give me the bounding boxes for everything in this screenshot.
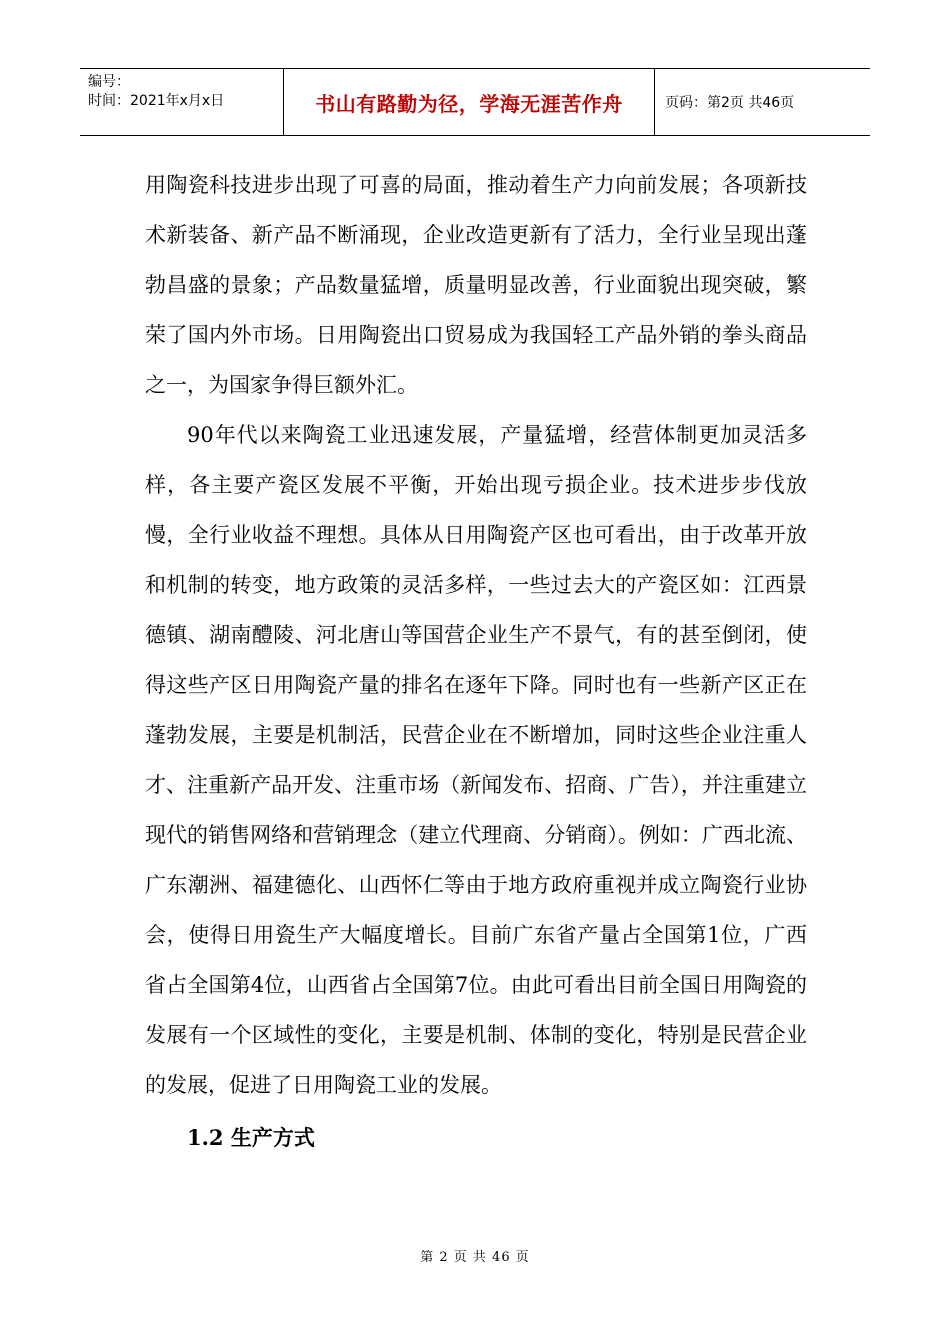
footer-page-number: 第 2 页 共 46 页 xyxy=(420,1250,530,1265)
document-date-label: 时间：2021年x月x日 xyxy=(88,93,225,109)
document-number-label: 编号： xyxy=(88,74,130,90)
document-body xyxy=(145,160,807,1163)
section-heading: 1.2 生产方式 xyxy=(187,1125,315,1150)
header-meta-cell xyxy=(80,69,283,135)
header-page-info: 页码：第2页 共46页 xyxy=(665,95,795,111)
document-header xyxy=(80,68,870,136)
body-paragraph: 90年代以来陶瓷工业迅速发展，产量猛增，经营体制更加灵活多样，各主要产瓷区发展不平衡，开始出现亏损企业。技术进步步伐放慢，全行业收益不理想。具体从日用陶瓷产区也可看出，由于改革开放和机制的转变，地方政策的灵活多样，一些过去大的产瓷区如：江西景德镇、湖南醴陵、河北唐山等国营企业生产不景气，有的甚至倒闭，使得这些产区日用陶瓷产量的排名在逐年下降。同时也有一些新产区正在蓬勃发展，主要是机制活，民营企业在不断增加，同时这些企业注重人才、注重新产品开发、注重市场（新闻发布、招商、广告），并注重建立现代的销售网络和营销理念（建立代理商、分销商）。例如：广西北流、广东潮洲、福建德化、山西怀仁等由于地方政府重视并成立陶瓷行业协会，使得日用瓷生产大幅度增长。目前广东省产量占全国第1位，广西省占全国第4位，山西省占全国第7位。由此可看出目前全国日用陶瓷的发展有一个区域性的变化，主要是机制、体制的变化，特别是民营企业的发展，促进了日用陶瓷工业的发展。 xyxy=(145,423,807,1097)
page-footer xyxy=(0,1246,950,1265)
header-page-cell xyxy=(655,69,870,135)
body-paragraph: 用陶瓷科技进步出现了可喜的局面，推动着生产力向前发展；各项新技术新装备、新产品不断涌现，企业改造更新有了活力，全行业呈现出蓬勃昌盛的景象；产品数量猛增，质量明显改善，行业面貌出现突破，繁荣了国内外市场。日用陶瓷出口贸易成为我国轻工产品外销的拳头商品之一，为国家争得巨额外汇。 xyxy=(145,173,807,397)
header-motto: 书山有路勤为径，学海无涯苦作舟 xyxy=(315,91,623,116)
header-motto-cell xyxy=(283,69,655,135)
